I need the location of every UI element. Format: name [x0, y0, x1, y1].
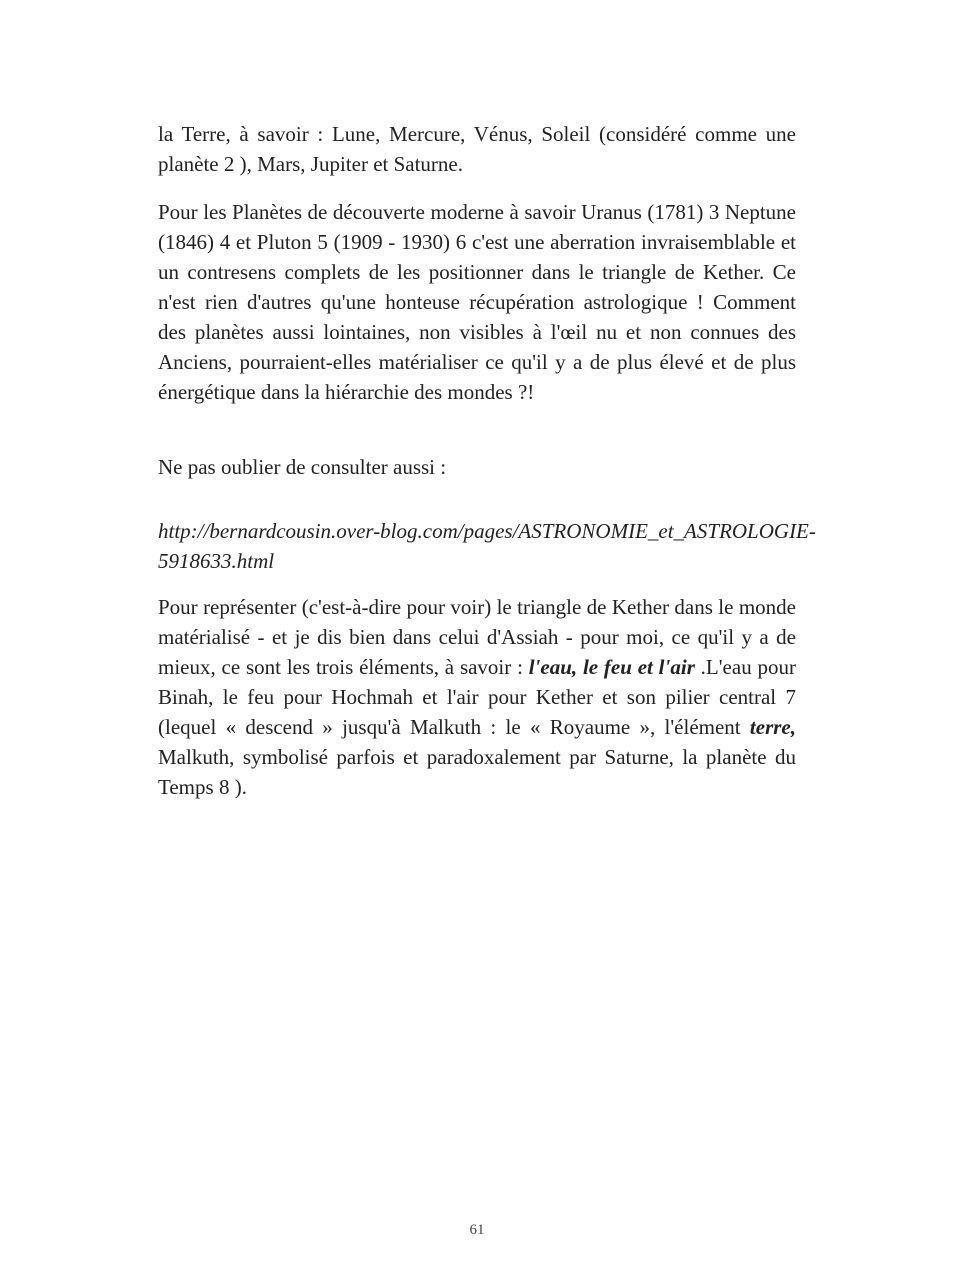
paragraph-modern-planets: Pour les Planètes de découverte moderne à savoir Uranus (1781) 3 Neptune (1846) 4 et Pluton 5 (1909 - 1930) 6 c'est une aberration invraisemblable et un contresens complets de les positionner dans le triangle de Kether. Ce n'est rien d'autres qu'une honteuse récupération astrologique ! Comment des planètes aussi lointaines, non visibles à l'œil nu et non connues des Anciens, pourraient-elles matérialiser ce qu'il y a de plus élevé et de plus énergétique dans la hiérarchie des mondes ?!	[158, 200, 796, 404]
paragraph-kether-text-2: .L'eau pour Binah, le feu pour Hochmah et l'air pour Kether et son pilier central 7 (lequel « descend » jusqu'à Malkuth : le « Royaume », l'élément	[158, 655, 796, 739]
elements-emphasis: l'eau, le feu et l'air	[528, 655, 695, 679]
paragraph-consult-also: Ne pas oublier de consulter aussi :	[158, 455, 447, 479]
blog-link[interactable]: http://bernardcousin.over-blog.com/pages/ASTRONOMIE_et_ASTROLOGIE-5918633.html	[158, 519, 816, 573]
paragraph-kether-triangle	[158, 592, 796, 802]
paragraph-continuation: la Terre, à savoir : Lune, Mercure, Vénus, Soleil (considéré comme une planète 2 ), Mars, Jupiter et Saturne.	[158, 122, 796, 176]
page-number: 61	[469, 1222, 485, 1238]
earth-emphasis: terre,	[749, 715, 796, 739]
paragraph-kether-text-3: Malkuth, symbolisé parfois et paradoxalement par Saturne, la planète du Temps 8 ).	[158, 745, 796, 799]
paragraph-kether-text-1: Pour représenter (c'est-à-dire pour voir) le triangle de Kether dans le monde matérialisé - et je dis bien dans celui d'Assiah - pour moi, ce qu'il y a de mieux, ce sont les trois éléments, à savoir :	[158, 595, 796, 679]
